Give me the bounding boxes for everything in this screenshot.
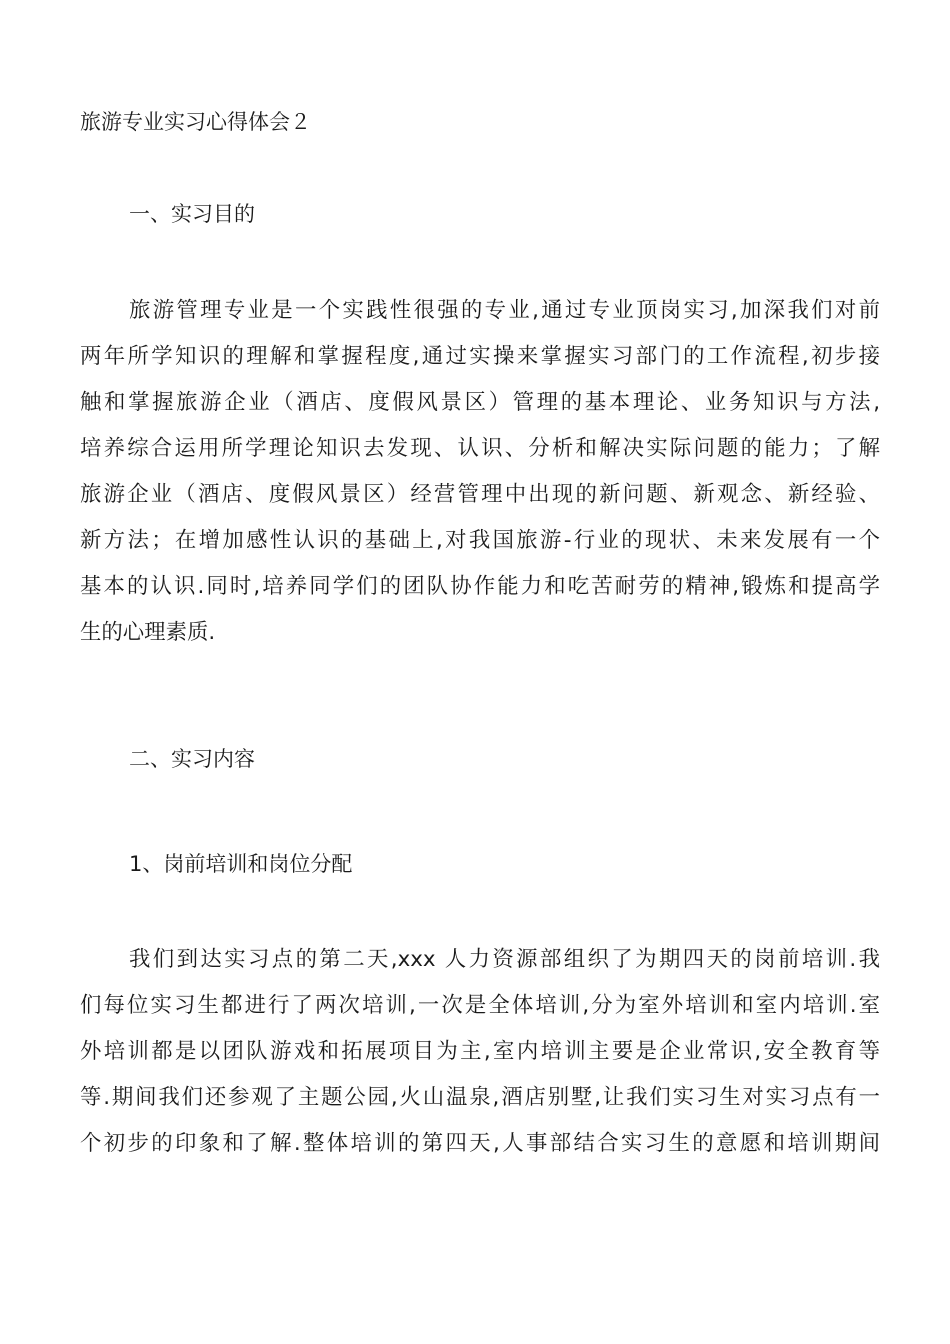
document-title: 旅游专业实习心得体会２ (80, 110, 311, 134)
section-heading-content: 二、实习内容 (129, 747, 255, 771)
paragraph-line: 生的心理素质. (80, 620, 216, 645)
paragraph-training (80, 937, 880, 1167)
paragraph-line: 两年所学知识的理解和掌握程度,通过实操来掌握实习部门的工作流程,初步接 (80, 344, 880, 369)
paragraph-line: 旅游企业（酒店、度假风景区）经营管理中出现的新问题、新观念、新经验、 (80, 482, 880, 507)
paragraph-line: 培养综合运用所学理论知识去发现、认识、分析和解决实际问题的能力；了解 (80, 436, 880, 461)
section-heading-purpose: 一、实习目的 (129, 202, 255, 226)
paragraph-line: 等.期间我们还参观了主题公园,火山温泉,酒店别墅,让我们实习生对实习点有一 (80, 1085, 880, 1110)
paragraph-line: 们每位实习生都进行了两次培训,一次是全体培训,分为室外培训和室内培训.室 (80, 993, 880, 1018)
paragraph-line: 我们到达实习点的第二天,xxx 人力资源部组织了为期四天的岗前培训.我 (129, 947, 880, 972)
paragraph-line: 外培训都是以团队游戏和拓展项目为主,室内培训主要是企业常识,安全教育等 (80, 1039, 880, 1064)
paragraph-line: 触和掌握旅游企业（酒店、度假风景区）管理的基本理论、业务知识与方法, (80, 390, 880, 415)
paragraph-purpose (80, 288, 880, 656)
paragraph-line: 旅游管理专业是一个实践性很强的专业,通过专业顶岗实习,加深我们对前 (129, 298, 880, 323)
paragraph-line: 基本的认识.同时,培养同学们的团队协作能力和吃苦耐劳的精神,锻炼和提高学 (80, 574, 880, 599)
paragraph-line: 新方法；在增加感性认识的基础上,对我国旅游-行业的现状、未来发展有一个 (80, 528, 880, 553)
paragraph-line: 个初步的印象和了解.整体培训的第四天,人事部结合实习生的意愿和培训期间 (80, 1131, 880, 1156)
subsection-heading-training: 1、岗前培训和岗位分配 (129, 852, 353, 876)
